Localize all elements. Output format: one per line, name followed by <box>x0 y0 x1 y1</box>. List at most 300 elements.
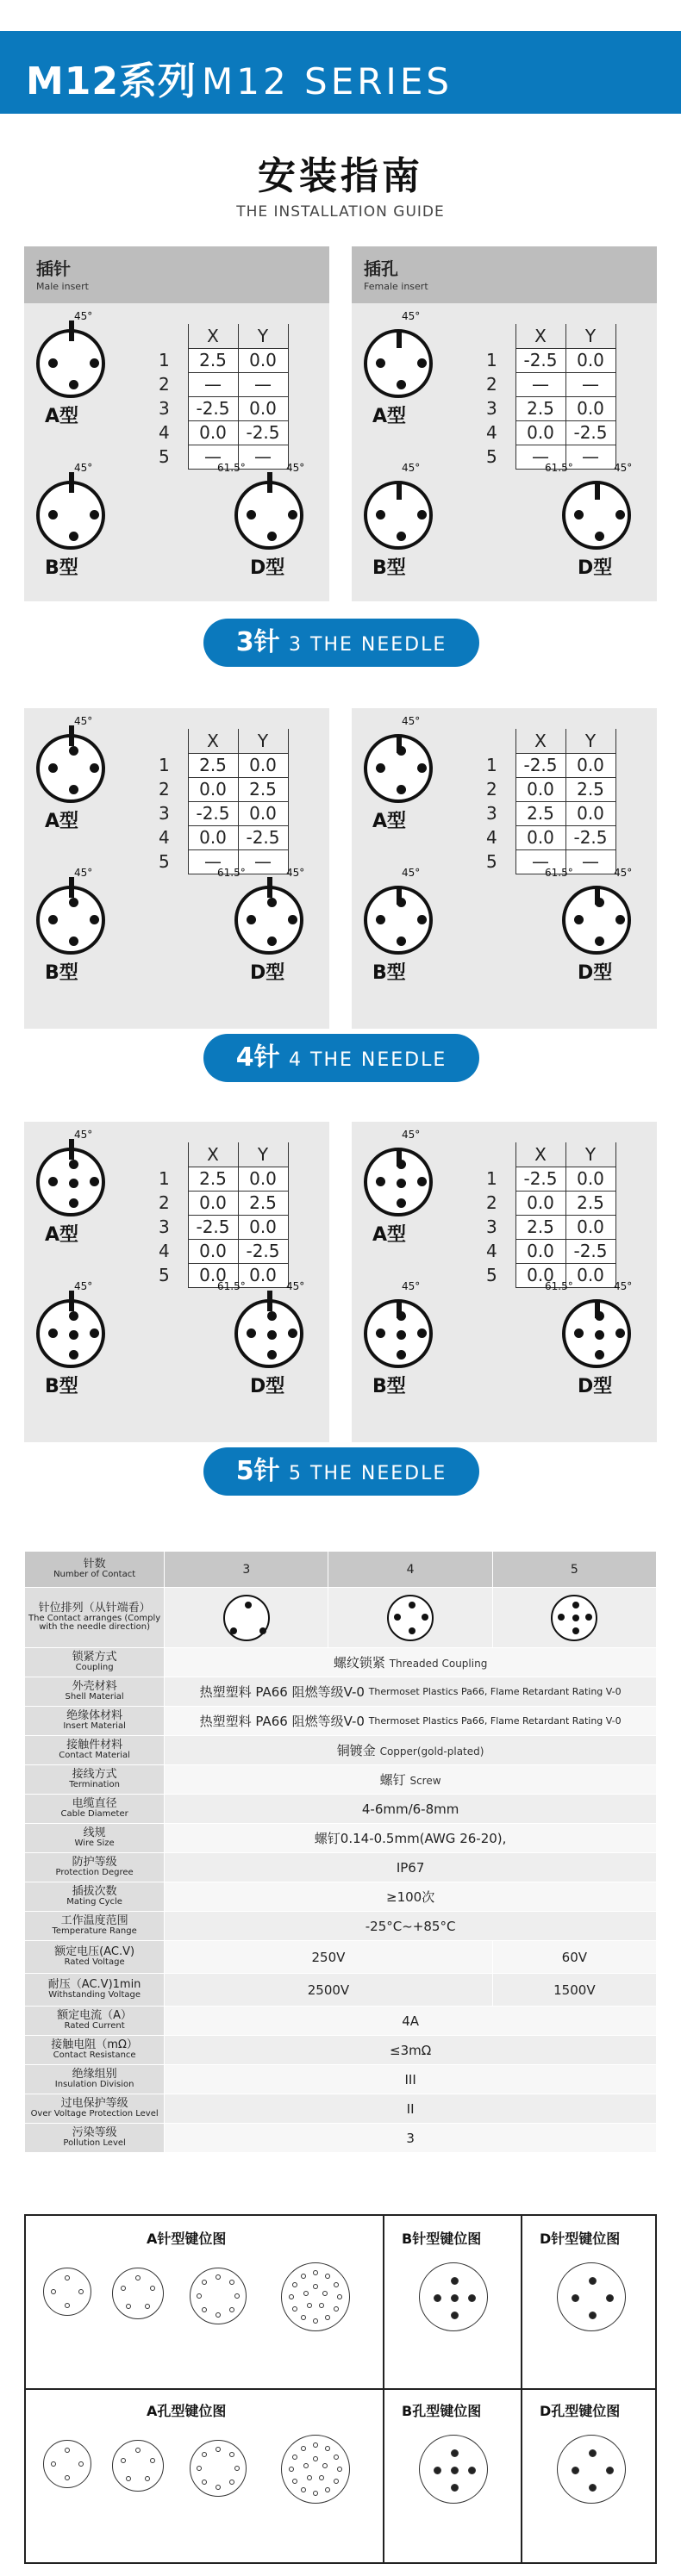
coord-x: 2.5 <box>188 348 238 372</box>
coding-key <box>397 333 402 348</box>
pin-dot <box>589 2312 597 2319</box>
d-type-connector <box>562 1299 631 1368</box>
pin-dot <box>322 2463 328 2468</box>
coord-header-x: X <box>188 324 238 348</box>
pin-dot <box>451 2277 459 2285</box>
needle-count-en: 4 THE NEEDLE <box>289 1049 447 1071</box>
coord-x: -2.5 <box>515 753 565 777</box>
spec-label-cn: 绝缘体材料 <box>66 1709 123 1723</box>
a-type-label: A型 <box>45 811 79 832</box>
female-insert-panel-4 <box>352 708 657 1029</box>
coord-y: — <box>238 372 288 396</box>
coord-y: — <box>238 445 288 469</box>
pin-dot <box>229 2452 234 2457</box>
pin-dot <box>292 2455 297 2460</box>
contact-number: 4 <box>481 420 515 445</box>
coord-row <box>481 1191 615 1215</box>
b-type-connector <box>364 481 433 550</box>
pin-dot <box>135 2448 141 2453</box>
coord-y: 0.0 <box>565 1215 615 1239</box>
contact-pin <box>90 510 99 520</box>
angle-label: 45° <box>286 1280 305 1292</box>
angle-label: 45° <box>614 1280 633 1292</box>
spec-label-en: Protection Degree <box>55 1868 134 1878</box>
pin-dot <box>234 2466 240 2471</box>
spec-value <box>165 2036 657 2065</box>
contact-pin <box>376 915 385 924</box>
contact-pin <box>595 898 604 907</box>
spec-label <box>25 2065 165 2094</box>
pin-dot <box>337 2467 342 2472</box>
d-type-label: D型 <box>250 962 285 984</box>
spec-label-cn: 额定电流（A） <box>57 2009 133 2023</box>
coord-row <box>481 372 615 396</box>
pin-dot <box>301 2274 306 2279</box>
spec-value-cn: 螺钉0.14-0.5mm(AWG 26-20), <box>314 1831 507 1846</box>
spec-value-en: Screw <box>409 1775 441 1787</box>
pin-arrangement-cell <box>165 1588 328 1648</box>
a-type-connector <box>36 734 105 803</box>
pin-dot <box>202 2452 207 2457</box>
spec-row <box>25 1765 657 1795</box>
pin-dot <box>202 2280 207 2285</box>
d-type-connector <box>562 481 631 550</box>
coord-row <box>481 753 615 777</box>
pin-dot <box>451 2312 459 2319</box>
coding-key <box>267 1291 272 1311</box>
coord-header-y: Y <box>565 729 615 753</box>
spec-value-en: Copper(gold-plated) <box>379 1745 484 1758</box>
contact-number: 4 <box>481 825 515 849</box>
a-type-label: A型 <box>372 1224 407 1246</box>
contact-number: 5 <box>481 445 515 469</box>
spec-value-cn: -25°C~+85°C <box>365 1918 456 1934</box>
coord-row <box>153 420 288 445</box>
pin-dot <box>150 2286 155 2291</box>
a-key-5pin <box>112 2268 164 2319</box>
pin-dot <box>121 2458 126 2463</box>
spec-label-cn: 线规 <box>83 1826 106 1840</box>
spec-label-en: Coupling <box>75 1663 114 1673</box>
pin-arrangement-cell <box>328 1588 492 1648</box>
coord-y: -2.5 <box>565 825 615 849</box>
angle-label: 45° <box>74 715 93 727</box>
coord-x: 0.0 <box>515 1191 565 1215</box>
pin-dot <box>65 2275 70 2280</box>
spec-label <box>25 1853 165 1882</box>
pin-dot <box>606 2467 614 2474</box>
pin-dot <box>572 1627 579 1634</box>
a-type-connector <box>364 1148 433 1216</box>
spec-row <box>25 1795 657 1824</box>
angle-label: 61.5° <box>217 462 246 474</box>
pin-dot <box>313 2491 318 2496</box>
pin-dot <box>434 2294 441 2302</box>
contact-number: 2 <box>481 372 515 396</box>
d-type-label: D型 <box>578 557 613 579</box>
angle-label: 45° <box>402 1280 421 1292</box>
coord-row <box>153 777 288 801</box>
pin-dot <box>126 2304 131 2309</box>
coord-y: 0.0 <box>565 1263 615 1287</box>
pin-dot <box>334 2306 339 2312</box>
spec-label <box>25 2124 165 2153</box>
contact-pin <box>615 510 625 520</box>
needle-count-en: 5 THE NEEDLE <box>289 1463 447 1484</box>
contact-pin <box>615 915 625 924</box>
contact-pin <box>267 1330 277 1340</box>
contact-pin <box>376 1328 385 1338</box>
spec-value <box>165 1677 657 1707</box>
coord-y: — <box>565 849 615 874</box>
coord-x: 0.0 <box>515 1239 565 1263</box>
coding-key <box>69 320 74 341</box>
spec-label-cn: 针数 <box>83 1558 106 1571</box>
coord-y: 2.5 <box>238 1191 288 1215</box>
contact-pin <box>417 1328 427 1338</box>
pin-arrangement-cell <box>492 1588 656 1648</box>
spec-row <box>25 1941 657 1974</box>
contact-pin <box>69 898 78 907</box>
contact-number: 2 <box>481 777 515 801</box>
pin-arrangement-icon <box>223 1595 270 1641</box>
spec-value-cn: 铜镀金 <box>336 1743 376 1758</box>
contact-pin <box>69 532 78 541</box>
pin-dot <box>229 2480 234 2485</box>
spec-row <box>25 1648 657 1677</box>
coding-key <box>69 472 74 493</box>
pin-dot <box>135 2275 141 2280</box>
contact-pin <box>397 1160 406 1169</box>
pin-dot <box>409 1627 415 1634</box>
spec-label-en: Termination <box>69 1780 120 1790</box>
pin-dot <box>325 2487 330 2492</box>
coord-header-x: X <box>515 729 565 753</box>
spec-label-cn: 过电保护等级 <box>60 2097 128 2111</box>
coord-header-y: Y <box>238 729 288 753</box>
pin-dot <box>229 2280 234 2285</box>
needle-count-badge <box>203 1447 479 1496</box>
spec-value-cn: 热塑塑料 PA66 阻燃等级V-0 <box>199 1684 365 1700</box>
coord-row <box>153 1191 288 1215</box>
a-pin-key-title: A针型键位图 <box>147 2231 227 2247</box>
coord-x: -2.5 <box>515 1167 565 1191</box>
spec-label-cn: 额定电压(AC.V) <box>54 1945 135 1959</box>
contact-pin <box>267 936 277 946</box>
d-hole-key-title: D孔型键位图 <box>540 2403 621 2419</box>
contact-count-c5: 5 <box>492 1552 656 1588</box>
pin-dot <box>468 2467 476 2474</box>
coord-header-y: Y <box>238 1142 288 1167</box>
spec-label <box>25 1974 165 2007</box>
spec-value-en: Thermoset Plastics Pa66, Flame Retardant Rating V-0 <box>368 1715 622 1727</box>
pin-dot <box>216 2485 221 2490</box>
spec-row <box>25 2124 657 2153</box>
spec-value <box>165 1736 657 1765</box>
pin-dot <box>313 2270 318 2275</box>
a-hole-key-title: A孔型键位图 <box>147 2403 227 2419</box>
contact-pin <box>247 1328 256 1338</box>
pin-dot <box>589 2449 597 2457</box>
spec-label-cn: 工作温度范围 <box>60 1914 128 1928</box>
spec-label-en: The Contact arranges (Comply with the needle direction) <box>28 1613 161 1633</box>
coding-key <box>267 472 272 493</box>
coordinate-table <box>481 729 616 874</box>
panel-title-cn: 插孔 <box>364 258 398 279</box>
coord-header-x: X <box>515 1142 565 1167</box>
spec-row <box>25 2007 657 2036</box>
spec-label-cn: 污染等级 <box>72 2126 117 2140</box>
pin-dot <box>229 2307 234 2312</box>
contact-count-c4: 4 <box>328 1552 492 1588</box>
contact-pin <box>574 915 584 924</box>
a-type-label: A型 <box>45 1224 79 1246</box>
contact-number: 3 <box>481 396 515 420</box>
contact-pin <box>376 358 385 368</box>
pin-dot <box>337 2294 342 2299</box>
a-key-12pin <box>281 2262 350 2331</box>
pin-dot <box>289 2294 294 2299</box>
contact-pin <box>417 763 427 773</box>
contact-pin <box>417 510 427 520</box>
series-title: M12系列 M12 SERIES <box>26 59 453 103</box>
coord-y: -2.5 <box>565 1239 615 1263</box>
spec-label-en: Rated Current <box>64 2021 125 2032</box>
contact-pin <box>288 510 297 520</box>
contact-number: 5 <box>153 1263 188 1287</box>
contact-pin <box>376 763 385 773</box>
a-key-12pin <box>281 2435 350 2504</box>
contact-pin <box>90 1328 99 1338</box>
coord-y: 0.0 <box>238 1263 288 1287</box>
needle-count-cn: 5针 <box>235 1456 280 1486</box>
contact-pin <box>595 1350 604 1360</box>
contact-pin <box>397 936 406 946</box>
contact-number: 3 <box>481 1215 515 1239</box>
spec-value <box>165 1707 657 1736</box>
contact-pin <box>69 936 78 946</box>
angle-label: 45° <box>74 867 93 879</box>
angle-label: 61.5° <box>545 867 573 879</box>
a-key-4pin <box>43 2268 91 2316</box>
contact-pin <box>48 1177 58 1186</box>
b-type-label: B型 <box>45 1376 78 1397</box>
panel-header <box>24 246 329 303</box>
spec-row <box>25 1824 657 1853</box>
spec-value <box>165 1648 657 1677</box>
contact-number: 1 <box>153 753 188 777</box>
pin-dot <box>216 2274 221 2280</box>
coord-y: -2.5 <box>238 420 288 445</box>
spec-row <box>25 2094 657 2124</box>
coord-x: 0.0 <box>188 420 238 445</box>
contact-number: 4 <box>481 1239 515 1263</box>
pin-dot <box>65 2475 70 2480</box>
contact-pin <box>417 915 427 924</box>
pin-dot <box>292 2282 297 2287</box>
contact-pin <box>90 358 99 368</box>
coord-header-y: Y <box>238 324 288 348</box>
contact-pin <box>376 510 385 520</box>
spec-label-en: Insert Material <box>63 1721 126 1732</box>
spec-label-en: Shell Material <box>65 1692 124 1702</box>
coding-key <box>397 484 402 500</box>
angle-label: 45° <box>402 867 421 879</box>
coord-y: 0.0 <box>238 1215 288 1239</box>
pin-dot <box>589 2484 597 2492</box>
pin-dot <box>409 1602 415 1608</box>
spec-row <box>25 2065 657 2094</box>
spec-label-cn: 防护等级 <box>72 1856 117 1870</box>
pin-dot <box>325 2446 330 2451</box>
contact-pin <box>615 1328 625 1338</box>
contact-pin <box>247 915 256 924</box>
spec-table <box>24 1551 657 2153</box>
coord-header-y: Y <box>565 1142 615 1167</box>
spec-value-cn: 螺纹锁紧 <box>333 1655 385 1671</box>
contact-pin <box>48 763 58 773</box>
pin-dot <box>319 2303 324 2308</box>
coord-row <box>153 801 288 825</box>
contact-pin <box>574 1328 584 1338</box>
coord-x: 0.0 <box>188 1263 238 1287</box>
coord-x: -2.5 <box>188 1215 238 1239</box>
pin-dot <box>301 2315 306 2320</box>
spec-label-en: Rated Voltage <box>64 1957 125 1968</box>
contact-pin <box>69 1179 78 1188</box>
angle-label: 45° <box>286 867 305 879</box>
coord-x: 0.0 <box>515 777 565 801</box>
b-type-label: B型 <box>372 557 406 579</box>
female-insert-panel-3 <box>352 246 657 601</box>
d-type-connector <box>234 481 303 550</box>
contact-number: 4 <box>153 825 188 849</box>
contact-pin <box>595 936 604 946</box>
d-type-connector <box>234 1299 303 1368</box>
contact-number: 2 <box>153 1191 188 1215</box>
panel-title-en: Female insert <box>364 281 428 292</box>
pin-dot <box>145 2304 150 2309</box>
spec-label-cn: 插拔次数 <box>72 1885 117 1899</box>
coord-row <box>153 348 288 372</box>
b-key-diagram <box>419 2262 488 2331</box>
coord-x: — <box>188 372 238 396</box>
coord-row <box>481 825 615 849</box>
spec-label-en: Number of Contact <box>53 1570 136 1580</box>
spec-label-en: Over Voltage Protection Level <box>30 2109 159 2119</box>
spec-value <box>165 1912 657 1941</box>
angle-label: 45° <box>614 462 633 474</box>
d-type-label: D型 <box>250 1376 285 1397</box>
needle-count-cn: 3针 <box>235 627 280 657</box>
angle-label: 45° <box>402 310 421 322</box>
coord-y: -2.5 <box>565 420 615 445</box>
contact-pin <box>48 1328 58 1338</box>
pin-dot <box>606 2294 614 2302</box>
contact-number: 3 <box>153 1215 188 1239</box>
coord-row <box>153 372 288 396</box>
coding-key <box>69 877 74 898</box>
spec-value <box>165 2065 657 2094</box>
angle-label: 45° <box>286 462 305 474</box>
coord-header-x: X <box>188 1142 238 1167</box>
pin-dot <box>572 1602 579 1608</box>
coord-row <box>153 753 288 777</box>
spec-value-en: Thermoset Plastics Pa66, Flame Retardant Rating V-0 <box>368 1686 622 1698</box>
b-hole-key-title: B孔型键位图 <box>402 2403 482 2419</box>
spec-label <box>25 1882 165 1912</box>
spec-label-en: Pollution Level <box>63 2138 126 2149</box>
contact-number: 5 <box>153 849 188 874</box>
contact-pin <box>69 380 78 389</box>
spec-row <box>25 1588 657 1648</box>
spec-label <box>25 2094 165 2124</box>
contact-number: 1 <box>481 753 515 777</box>
a-key-8pin <box>190 2440 247 2497</box>
contact-number: 3 <box>153 801 188 825</box>
contact-number: 3 <box>153 396 188 420</box>
coord-y: 0.0 <box>565 801 615 825</box>
d-key-diagram <box>557 2262 626 2331</box>
spec-row <box>25 1912 657 1941</box>
pin-dot <box>585 1614 592 1621</box>
pin-dot <box>572 2294 579 2302</box>
contact-pin <box>574 510 584 520</box>
spec-label-en: Insulation Division <box>54 2080 134 2090</box>
spec-row <box>25 1853 657 1882</box>
coord-header-y: Y <box>565 324 615 348</box>
spec-header-row <box>25 1552 657 1588</box>
angle-label: 61.5° <box>217 1280 246 1292</box>
coordinate-table <box>481 1142 616 1288</box>
b-type-label: B型 <box>372 1376 406 1397</box>
coord-y: 0.0 <box>238 348 288 372</box>
coord-y: -2.5 <box>238 825 288 849</box>
contact-number: 4 <box>153 1239 188 1263</box>
b-key-diagram <box>419 2435 488 2504</box>
installation-guide-subtitle: THE INSTALLATION GUIDE <box>236 203 445 221</box>
coord-x: 2.5 <box>188 753 238 777</box>
coord-row <box>153 396 288 420</box>
coord-x: — <box>188 849 238 874</box>
coord-row <box>481 348 615 372</box>
a-type-connector <box>364 329 433 398</box>
spec-value: 2500V <box>165 1974 493 2007</box>
pin-dot <box>422 1614 428 1621</box>
coord-row <box>481 801 615 825</box>
coord-row <box>481 1239 615 1263</box>
spec-value <box>165 1824 657 1853</box>
angle-label: 45° <box>402 1129 421 1141</box>
male-insert-panel-3 <box>24 246 329 601</box>
contact-pin <box>397 1311 406 1321</box>
pin-dot <box>51 2289 56 2294</box>
pin-dot <box>292 2479 297 2484</box>
a-key-4pin <box>43 2440 91 2488</box>
pin-dot <box>451 2449 459 2457</box>
spec-value-cn: 热塑塑料 PA66 阻燃等级V-0 <box>199 1714 365 1729</box>
angle-label: 61.5° <box>545 462 573 474</box>
coord-x: -2.5 <box>515 348 565 372</box>
contact-pin <box>267 1350 277 1360</box>
b-type-label: B型 <box>372 962 406 984</box>
coding-key <box>595 484 600 500</box>
coord-row <box>481 396 615 420</box>
contact-pin <box>397 898 406 907</box>
pin-dot <box>150 2458 155 2463</box>
needle-count-cn: 4针 <box>235 1042 280 1073</box>
spec-row <box>25 1707 657 1736</box>
